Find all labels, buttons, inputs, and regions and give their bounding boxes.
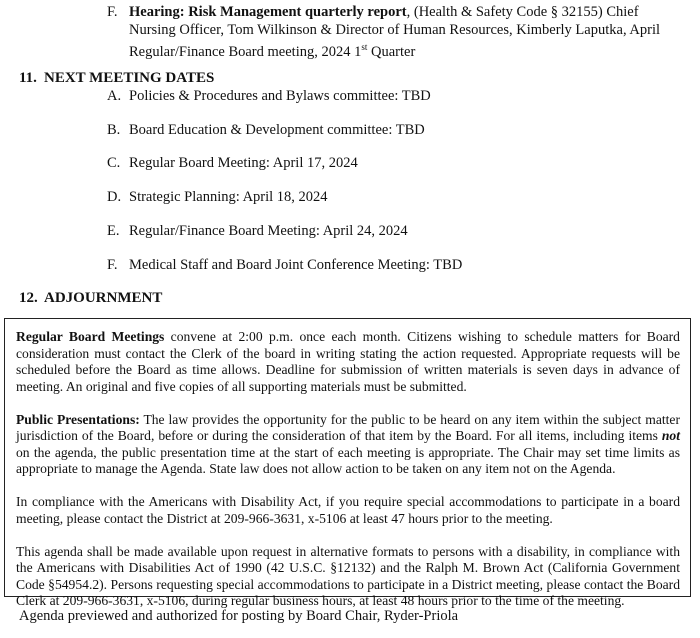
list-item bbox=[107, 189, 328, 206]
list-item-text: Board Education & Development committee: TBD bbox=[129, 122, 425, 138]
list-item-text: Strategic Planning: April 18, 2024 bbox=[129, 189, 328, 205]
list-item-text: Policies & Procedures and Bylaws committee: TBD bbox=[129, 88, 431, 104]
list-item-text: Regular/Finance Board Meeting: April 24, 2024 bbox=[129, 223, 408, 239]
notice-paragraph-alternative-formats: This agenda shall be made available upon request in alternative formats to persons with a disability, in compliance with the Americans with Disabilities Act of 1990 (42 U.S.C. §12132) and the Ralph M. Brown Act (California Government Code §54954.2). Persons requesting special accommodations to participate in a District meeting, please contact the Board Clerk at 209-966-3631, x-5106, during regular business hours, at least 48 hours prior to the time of the meeting. bbox=[16, 543, 680, 608]
notice-bold-lead: Public Presentations: bbox=[16, 411, 140, 427]
list-item bbox=[107, 122, 425, 139]
list-item-letter: A. bbox=[107, 88, 122, 104]
list-item-letter: D. bbox=[107, 189, 122, 205]
section-number: 12. bbox=[19, 290, 38, 306]
notice-emphasis: not bbox=[661, 428, 680, 443]
list-item bbox=[107, 223, 408, 240]
notice-bold-lead: Regular Board Meetings bbox=[16, 329, 165, 344]
list-item bbox=[107, 155, 358, 172]
notice-paragraph-regular-meetings bbox=[16, 329, 680, 395]
notice-text: The law provides the opportunity for the public to be heard on any item within the subject matter jurisdiction of the Board, before or during the consideration of that item by the Board. For all items, including items bbox=[16, 411, 680, 443]
hearing-item-body: , (Health & Safety Code § 32155) Chief Nursing Officer, Tom Wilkinson & Director of Human Resources, Kimberly Laputka, April Regular/Finance Board meeting, 2024 1 bbox=[129, 4, 660, 60]
hearing-agenda-item bbox=[107, 4, 667, 61]
list-item-letter: C. bbox=[107, 155, 121, 171]
notice-paragraph-ada: In compliance with the Americans with Disability Act, if you require special accommodations to participate in a board meeting, please contact the District at 209-966-3631, x-5106 at least 47 hours prior to the meeting. bbox=[16, 494, 680, 526]
list-item-letter: F. bbox=[107, 257, 118, 273]
hearing-item-text bbox=[129, 4, 667, 61]
hearing-item-superscript: st bbox=[361, 42, 368, 52]
hearing-item-body-end: Quarter bbox=[367, 43, 416, 60]
list-item-text: Regular Board Meeting: April 17, 2024 bbox=[129, 155, 358, 171]
list-item bbox=[107, 88, 431, 105]
section-number: 11. bbox=[19, 70, 37, 86]
section-heading-adjournment bbox=[19, 290, 162, 307]
list-item-text: Medical Staff and Board Joint Conference Meeting: TBD bbox=[129, 257, 463, 273]
notice-paragraph-public-presentations bbox=[16, 412, 680, 478]
list-item-letter: E. bbox=[107, 223, 120, 239]
section-heading-next-meeting bbox=[19, 70, 214, 87]
notice-text: convene at 2:00 p.m. once each month. Citizens wishing to schedule matters for Board consideration must contact the Clerk of the board in writing stating the action requested. Appropriate requests will be scheduled before the Board as time allows. Deadline for submission of written materials is seven days in advance of meeting. An original and five copies of all supporting materials must be submitted. bbox=[16, 329, 680, 394]
list-item bbox=[107, 257, 462, 274]
section-title: NEXT MEETING DATES bbox=[44, 70, 215, 86]
list-item-letter: B. bbox=[107, 122, 121, 138]
section-title: ADJOURNMENT bbox=[44, 290, 163, 306]
agenda-authorization-line: Agenda previewed and authorized for posting by Board Chair, Ryder-Priola bbox=[19, 608, 459, 624]
meeting-notice-box bbox=[4, 318, 691, 608]
item-letter: F. bbox=[107, 4, 118, 20]
hearing-item-title: Hearing: Risk Management quarterly report bbox=[129, 4, 407, 20]
notice-text: on the agenda, the public presentation time at the start of each meeting is appropriate. The Chair may set time limits as appropriate to manage the Agenda. State law does not allow action to be taken on any item not on the Agenda. bbox=[16, 444, 680, 476]
